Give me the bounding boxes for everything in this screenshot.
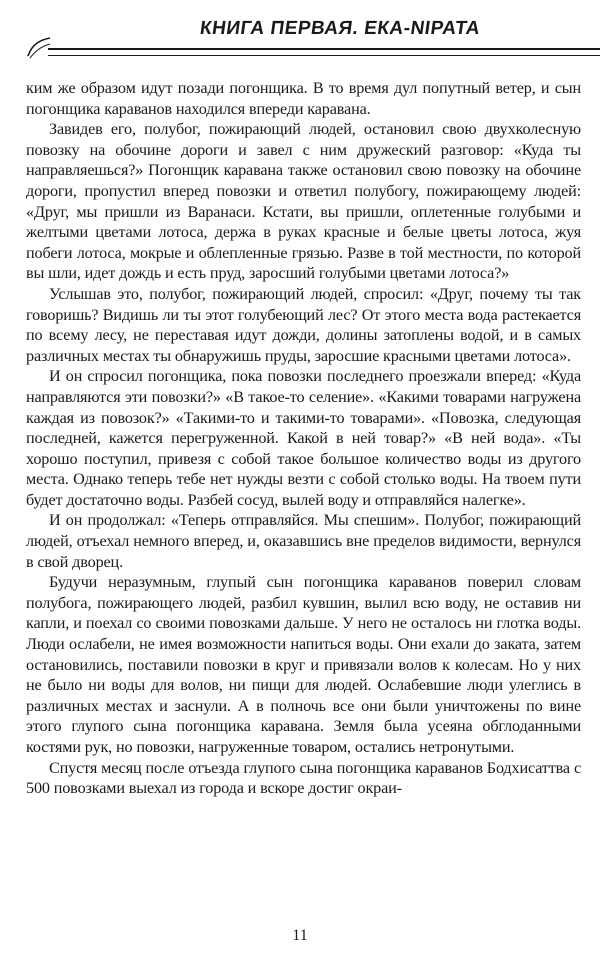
running-header [0, 0, 600, 70]
paragraph-2: Завидев его, полубог, пожирающий людей, остановил свою двухколесную повозку на обочине дороги и завел с ним дружеский разговор: «Куда ты направляешься?» Погонщик каравана также остановил свою повозку на обочине дороги, пропустил вперед повозки и ответил полубогу, пожирающему людей: «Друг, мы пришли из Варанаси. Кстати, вы пришли, оплетенные голубыми и желтыми цветами лотоса, держа в руках красные и белые цветы лотоса, жуя побеги лотоса, мокрые и облепленные грязью. Разве в той местности, по которой вы шли, идет дождь и есть пруд, заросший голубыми цветами лотоса?» [26, 120, 581, 283]
page-body [26, 78, 581, 799]
paragraph-4: И он спросил погонщика, пока повозки последнего проезжали вперед: «Куда направляются эти повозки?» «В такое-то селение». «Какими товарами нагружена каждая из повозок?» «Такими-то и такими-то товарами». «Повозка, следующая последней, кажется перегруженной. Какой в ней товар?» «В ней вода». «Ты хорошо поступил, привезя с собой такое большое количество воды из другого места. Однако теперь тебе нет нужды везти с собой столько воды. На твоем пути будет достаточно воды. Разбей сосуд, вылей воду и отправляйся налегке». [26, 367, 581, 509]
running-title: КНИГА ПЕРВАЯ. ЕКА-NIPATA [198, 18, 482, 39]
ornament-icon [26, 34, 52, 60]
paragraph-6: Будучи неразумным, глупый сын погонщика караванов поверил словам полубога, пожирающего людей, разбил кувшин, вылил всю воду, не оставив ни капли, и поехал со своими повозками дальше. У него не осталось ни глотка воды. Люди ослабели, не имея возможности напиться воды. Они ехали до заката, затем остановились, поставили повозки в круг и привязали волов к колесам. Но у них не было ни воды для волов, ни пищи для людей. Ослабевшие люди улеглись в различных местах и заснули. А в полночь все они были уничтожены по вине этого глупого сына погонщика каравана. Земля была усеяна обглоданными костями рук, но повозки, нагруженные товаром, остались нетронутыми. [26, 573, 581, 756]
paragraph-3: Услышав это, полубог, пожирающий людей, спросил: «Друг, почему ты так говоришь? Видишь ли ты этот голубеющий лес? От этого места вода растекается по всему лесу, не переставая идут дожди, долины затоплены водой, и в самых различных местах ты обнаружишь пруды, заросшие красными цветами лотоса». [26, 284, 581, 365]
header-rule-thin [48, 55, 600, 56]
paragraph-5: И он продолжал: «Теперь отправляйся. Мы спешим». Полубог, пожирающий людей, отъехал немного вперед, и, оказавшись вне пределов видимости, вернулся в свой дворец. [26, 511, 581, 571]
page-number: 11 [292, 927, 308, 944]
header-rule-thick [48, 48, 600, 50]
paragraph-1: ким же образом идут позади погонщика. В то время дул попутный ветер, и сын погонщика караванов находился впереди каравана. [26, 79, 581, 118]
paragraph-7: Спустя месяц после отъезда глупого сына погонщика караванов Бодхисаттва с 500 повозками выехал из города и вскоре достиг окраи- [26, 758, 581, 798]
